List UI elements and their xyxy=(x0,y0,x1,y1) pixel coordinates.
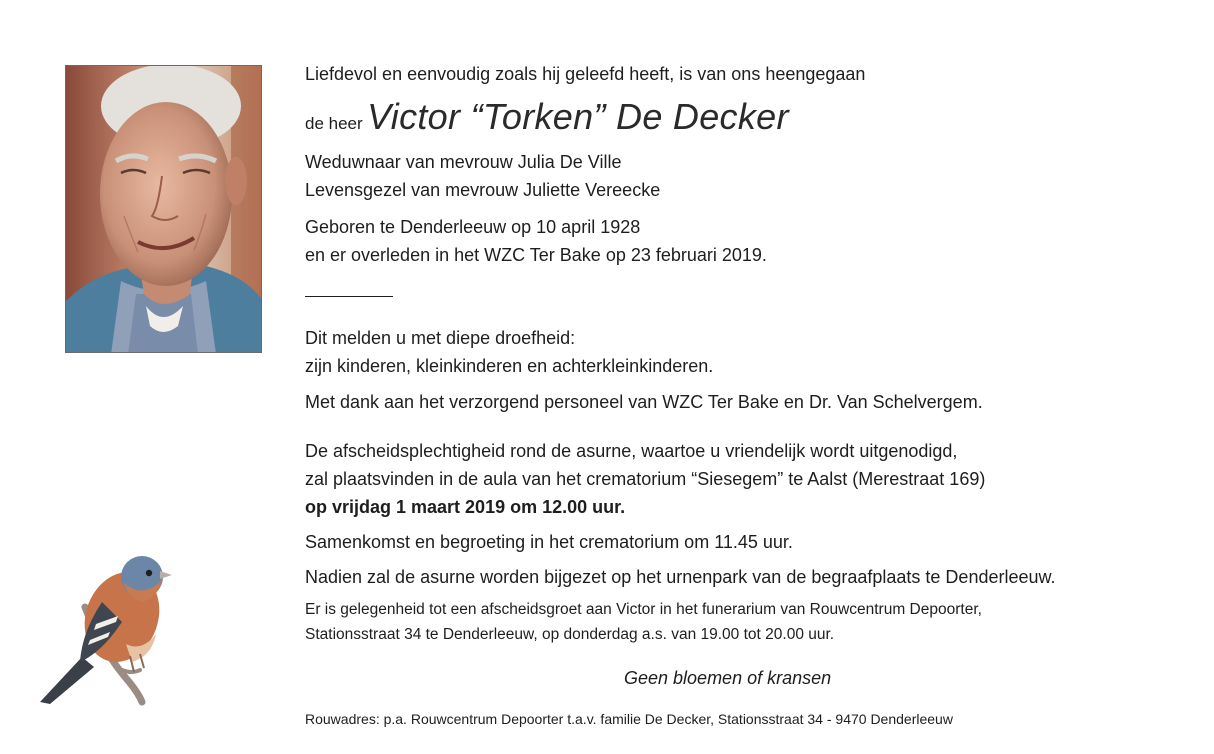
address-line: Rouwadres: p.a. Rouwcentrum Depoorter t.a.v. familie De Decker, Stationsstraat 34 - 9470 Denderleeuw xyxy=(305,711,953,727)
thanks-line: Met dank aan het verzorgend personeel van WZC Ter Bake en Dr. Van Schelvergem. xyxy=(305,392,983,412)
ceremony-line-1: De afscheidsplechtigheid rond de asurne, waartoe u vriendelijk wordt uitgenodigd, xyxy=(305,441,958,461)
born-line: Geboren te Denderleeuw op 10 april 1928 xyxy=(305,217,641,237)
divider xyxy=(305,296,393,297)
deceased-name: Victor “Torken” De Decker xyxy=(367,96,789,137)
urn-line: Nadien zal de asurne worden bijgezet op het urnenpark van de begraafplaats te Denderleeuw. xyxy=(305,567,1056,587)
bird-illustration xyxy=(30,552,190,712)
died-line: en er overleden in het WZC Ter Bake op 23 februari 2019. xyxy=(305,245,767,265)
chaffinch-icon xyxy=(30,552,190,712)
relation-line-2: Levensgezel van mevrouw Juliette Vereecke xyxy=(305,180,661,200)
ceremony-date: op vrijdag 1 maart 2019 om 12.00 uur. xyxy=(305,497,626,517)
gathering-line: Samenkomst en begroeting in het crematorium om 11.45 uur. xyxy=(305,532,793,552)
no-flowers-note: Geen bloemen of kransen xyxy=(624,668,832,688)
farewell-line-1: Er is gelegenheid tot een afscheidsgroet aan Victor in het funerarium van Rouwcentrum Depoorter, xyxy=(305,601,982,618)
relation-line-1: Weduwnaar van mevrouw Julia De Ville xyxy=(305,152,622,172)
portrait-illustration xyxy=(66,66,262,353)
portrait-photo xyxy=(65,65,262,353)
announce-line-2: zijn kinderen, kleinkinderen en achterkleinkinderen. xyxy=(305,356,714,376)
ceremony-line-2: zal plaatsvinden in de aula van het crematorium “Siesegem” te Aalst (Merestraat 169) xyxy=(305,469,986,489)
name-prefix: de heer xyxy=(305,114,363,133)
name-line xyxy=(305,96,789,138)
farewell-line-2: Stationsstraat 34 te Denderleeuw, op donderdag a.s. van 19.00 tot 20.00 uur. xyxy=(305,626,835,643)
intro-line: Liefdevol en eenvoudig zoals hij geleefd heeft, is van ons heengegaan xyxy=(305,64,866,84)
announce-line-1: Dit melden u met diepe droefheid: xyxy=(305,328,576,348)
